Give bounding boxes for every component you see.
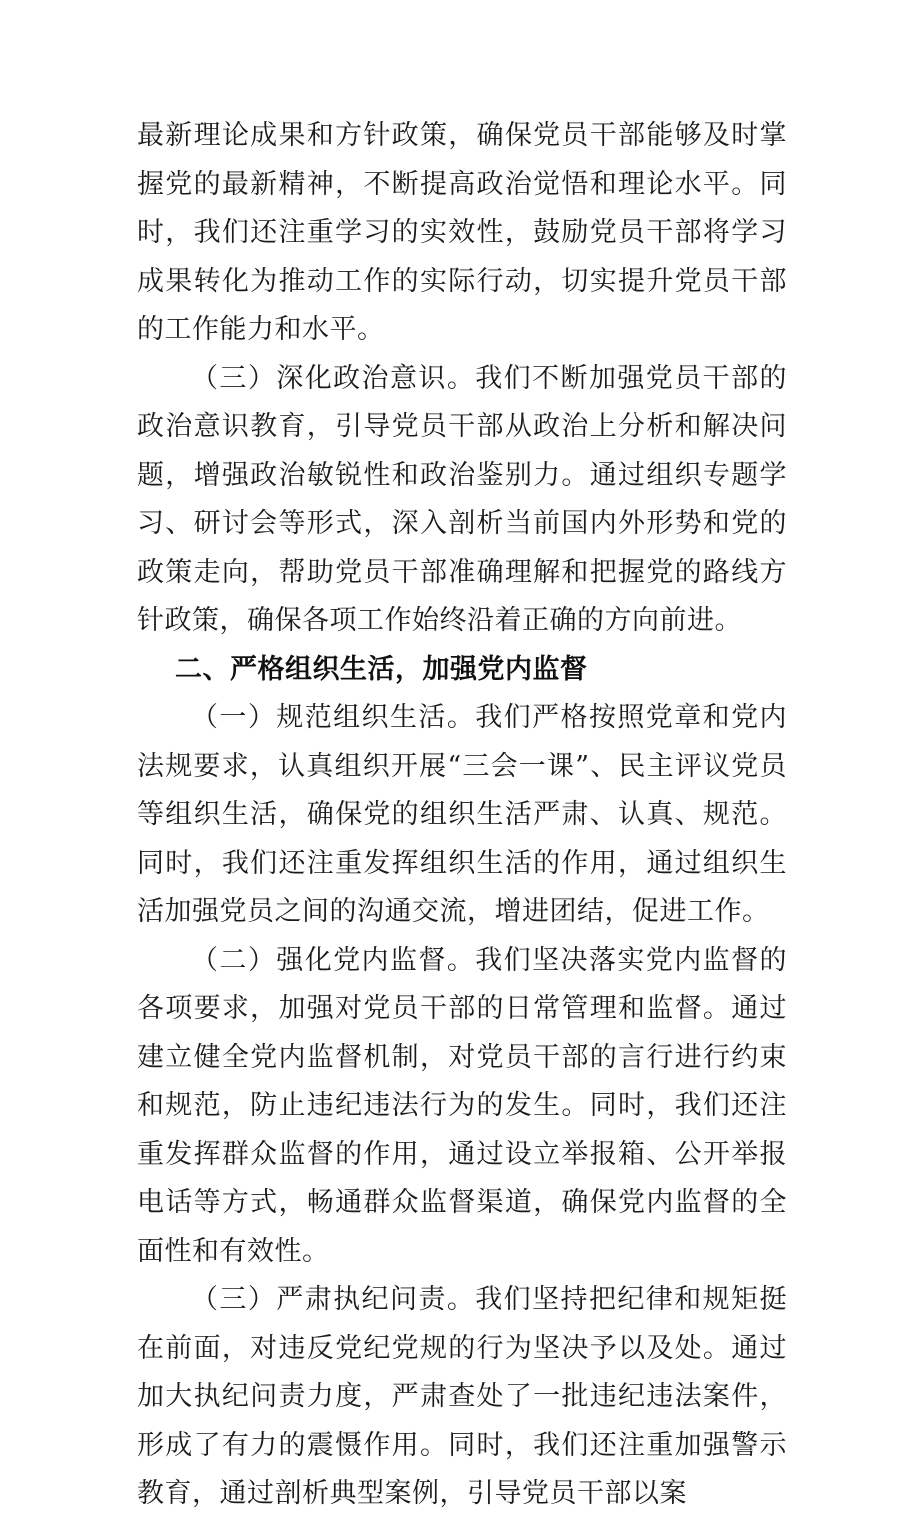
section-heading-organizational-life: 二、严格组织生活，加强党内监督: [175, 653, 588, 685]
document-body: [137, 112, 787, 1519]
paragraph-strengthen-internal-supervision: （二）强化党内监督。我们坚决落实党内监督的各项要求，加强对党员干部的日常管理和监督。通过建立健全党内监督机制，对党员干部的言行进行约束和规范，防止违纪违法行为的发生。同时，我们还注重发挥群众监督的作用，通过设立举报箱、公开举报电话等方式，畅通群众监督渠道，确保党内监督的全面性和有效性。: [137, 944, 787, 1267]
paragraph-strict-discipline-accountability: （三）严肃执纪问责。我们坚持把纪律和规矩挺在前面，对违反党纪党规的行为坚决予以及处。通过加大执纪问责力度，严肃查处了一批违纪违法案件，形成了有力的震慑作用。同时，我们还注重加强警示教育，通过剖析典型案例，引导党员干部以案: [137, 1284, 787, 1509]
paragraph-continued: 最新理论成果和方针政策，确保党员干部能够及时掌握党的最新精神，不断提高政治觉悟和理论水平。同时，我们还注重学习的实效性，鼓励党员干部将学习成果转化为推动工作的实际行动，切实提升党员干部的工作能力和水平。: [137, 120, 787, 345]
paragraph-standardize-organizational-life: （一）规范组织生活。我们严格按照党章和党内法规要求，认真组织开展“三会一课”、民主评议党员等组织生活，确保党的组织生活严肃、认真、规范。同时，我们还注重发挥组织生活的作用，通过组织生活加强党员之间的沟通交流，增进团结，促进工作。: [137, 702, 787, 927]
paragraph-deepen-political-awareness: （三）深化政治意识。我们不断加强党员干部的政治意识教育，引导党员干部从政治上分析和解决问题，增强政治敏锐性和政治鉴别力。通过组织专题学习、研讨会等形式，深入剖析当前国内外形势和党的政策走向，帮助党员干部准确理解和把握党的路线方针政策，确保各项工作始终沿着正确的方向前进。: [137, 362, 787, 636]
